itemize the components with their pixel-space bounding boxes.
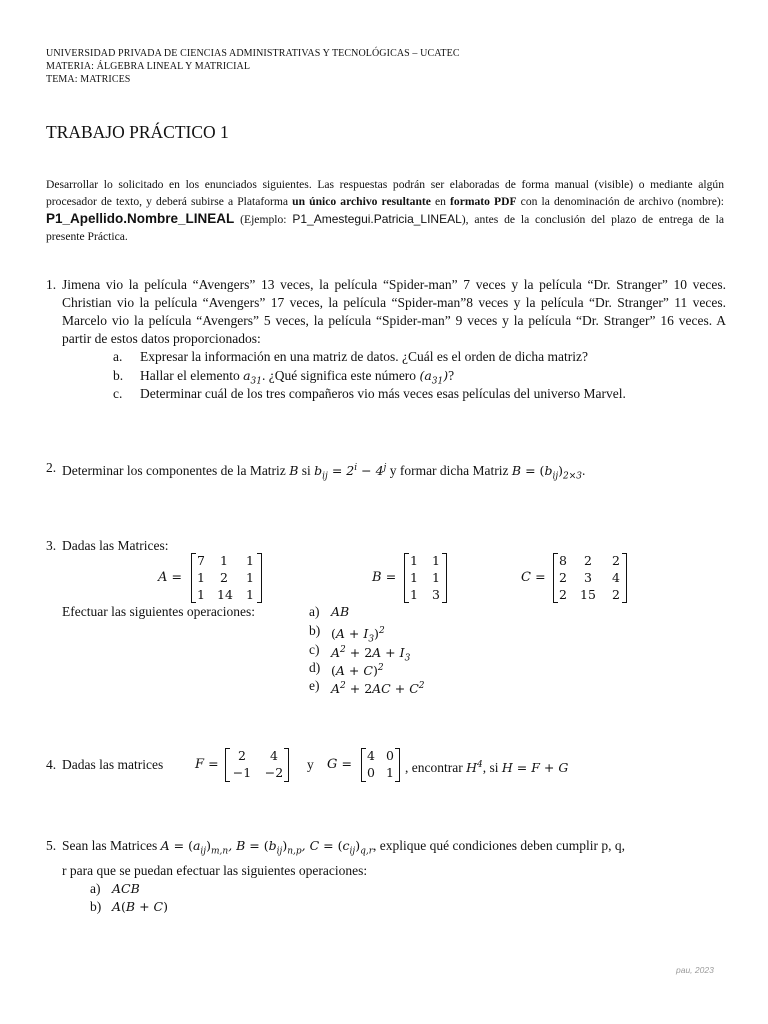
question-2-text: Determinar los componentes de la Matriz B si $b_{ij} = 2^i - 4^j$ y formar dicha Matriz $B = (b_{ij})_{2\times 3}$. (62, 463, 586, 482)
matrix-cell: 8 (559, 553, 567, 568)
matrix-cell: 2 (559, 570, 567, 585)
item-letter: a) (90, 881, 101, 896)
text: , explique qué condiciones deben cumplir p, q, (373, 838, 625, 853)
math-op: ACB (112, 881, 140, 896)
text: si (298, 463, 315, 479)
matrix-cell: 1 (432, 570, 440, 585)
item-letter: c) (309, 642, 320, 657)
matrix-cell: 3 (432, 587, 440, 602)
matrix-A-label: A = (158, 569, 183, 585)
question-5-text (62, 837, 625, 861)
matrix-cell: 0 (367, 765, 375, 780)
filename-example: P1_Amestegui.Patricia_LINEAL (292, 212, 462, 226)
matrix-B-label: B = (372, 569, 397, 585)
matrix-cell: 1 (220, 553, 228, 568)
text: , encontrar (405, 760, 467, 776)
question-number: 4. (46, 757, 57, 772)
matrix-cell: 14 (217, 587, 233, 602)
question-number: 1. (46, 277, 57, 292)
math-op: A(B + C) (112, 899, 169, 914)
matrix-cell: 2 (612, 553, 620, 568)
math-op: $(A + C)^2$ (331, 663, 384, 679)
text: ? (448, 368, 455, 383)
matrix-cell: 1 (432, 553, 440, 568)
math-op: $A^2 + 2A + I_3$ (331, 645, 411, 664)
topic-line: TEMA: MATRICES (46, 74, 131, 85)
math-op: AB (331, 604, 350, 619)
math-matrices: $A = (a_{ij})_{m,n}$, $B = (b_{ij})_{n,p}$, $C = (c_{ij})_{q,r}$ (160, 838, 374, 857)
matrix-cell: 1 (246, 553, 254, 568)
matrix-cell: 1 (410, 587, 418, 602)
question-number: 2. (46, 460, 57, 475)
text: Sean las Matrices (62, 838, 161, 853)
item-letter: b) (90, 899, 102, 914)
matrix-cell: 7 (197, 553, 205, 568)
operations-label: Efectuar las siguientes operaciones: (62, 604, 256, 619)
matrix-B (404, 553, 447, 603)
matrix-cell: 2 (220, 570, 228, 585)
question-number: 5. (46, 838, 57, 853)
math-op: $A^2 + 2AC + C^2$ (331, 681, 425, 697)
math-B: B (289, 463, 299, 479)
matrix-G (361, 748, 400, 782)
intro-text: Desarrollar lo solicitado en los enunciados siguientes. Las respuestas podrán ser elaboradas de forma manual (visible) o mediante algún procesador de texto, y deberá subirse a Plataforma (46, 178, 724, 208)
question-1-text: Jimena vio la película “Avengers” 13 veces, la película “Spider-man” 7 veces y la película “Dr. Stranger” 10 veces. Christian vio la película “Avengers” 17 veces, la película “Spider-man”8 veces y la película “Dr. Stranger” 11 veces. Marcelo vio la película “Avengers” 5 veces, la película “Spider-man” 9 veces y la película “Dr. Stranger” 16 veces. A partir de estos datos proporcionados: (62, 277, 726, 346)
text: , si (482, 760, 502, 776)
item-letter: b. (113, 368, 124, 383)
matrix-cell: 4 (367, 748, 375, 763)
matrix-C-label: C = (521, 569, 546, 585)
matrix-cell: 2 (612, 587, 620, 602)
intro-text: en (430, 195, 451, 208)
item-letter: d) (309, 660, 321, 675)
item-text: Expresar la información en una matriz de datos. ¿Cuál es el orden de dicha matriz? (140, 349, 588, 364)
bracket-right (257, 553, 262, 603)
matrix-G-label: G = (327, 756, 353, 772)
matrix-cell: 2 (584, 553, 592, 568)
text: y formar dicha Matriz (386, 463, 512, 479)
math-a31-paren: $(a_{31})$ (419, 368, 449, 387)
matrix-cell: 1 (410, 553, 418, 568)
math-formula: $b_{ij} = 2^i - 4^j$ (314, 463, 387, 482)
math-H-def: H = F + G (501, 760, 569, 776)
matrix-cell: 2 (559, 587, 567, 602)
matrix-cell: 1 (246, 570, 254, 585)
intro-text: ), antes de la conclusión del plazo de entrega de la presente Práctica. (46, 213, 724, 243)
text: Determinar los componentes de la Matriz (62, 463, 290, 479)
question-5-text-line2: r para que se puedan efectuar las siguientes operaciones: (62, 863, 368, 878)
question-3-text: Dadas las Matrices: (62, 538, 169, 553)
matrix-F (225, 748, 289, 782)
item-letter: b) (309, 623, 321, 638)
matrix-A (191, 553, 262, 603)
matrix-cell: −1 (232, 765, 252, 780)
matrix-cell: 3 (584, 570, 592, 585)
question-4-tail (405, 756, 568, 777)
math-op: $(A + I_3)^2$ (331, 626, 385, 645)
intro-text: (Ejemplo: (234, 213, 293, 226)
item-letter: a) (309, 604, 320, 619)
matrix-cell: −2 (264, 765, 284, 780)
item-letter: c. (113, 386, 123, 401)
footer-signature: pau, 2023 (676, 965, 714, 975)
university-name: UNIVERSIDAD PRIVADA DE CIENCIAS ADMINISTRATIVAS Y TECNOLÓGICAS – UCATEC (46, 48, 460, 59)
matrix-cell: 0 (386, 748, 394, 763)
text: Hallar el elemento (140, 368, 244, 383)
matrix-cell: 1 (410, 570, 418, 585)
matrix-cell: 15 (580, 587, 596, 602)
question-4-text: Dadas las matrices (62, 757, 164, 772)
intro-bold-single-file: un único archivo resultante (292, 195, 431, 208)
subject-line: MATERIA: ÁLGEBRA LINEAL Y MATRICIAL (46, 61, 251, 72)
bracket-left (225, 748, 230, 782)
filename-pattern: P1_Apellido.Nombre_LINEAL (46, 211, 235, 226)
item-letter: a. (113, 349, 123, 364)
document-header (46, 47, 460, 86)
intro-bold-format: formato PDF (450, 195, 517, 208)
matrix-cell: 4 (612, 570, 620, 585)
intro-text: con la denominación de archivo (nombre): (516, 195, 724, 208)
document-title: TRABAJO PRÁCTICO 1 (46, 122, 229, 142)
math-a31: $a_{31}$ (243, 368, 262, 387)
and-word: y (307, 757, 314, 772)
matrix-cell: 1 (197, 587, 205, 602)
math-H4: $H^4$ (466, 760, 483, 776)
matrix-C (553, 553, 627, 603)
text: . ¿Qué significa este número (261, 368, 420, 383)
item-text: Determinar cuál de los tres compañeros vio más veces esas películas del universo Marvel. (140, 386, 626, 401)
matrix-cell: 1 (386, 765, 394, 780)
matrix-F-label: F = (195, 756, 219, 772)
item-letter: e) (309, 678, 320, 693)
instructions-paragraph (46, 176, 724, 245)
question-number: 3. (46, 538, 57, 553)
matrix-cell: 1 (197, 570, 205, 585)
matrix-cell: 2 (238, 748, 246, 763)
math-matrix-def: $B = (b_{ij})_{2\times 3}$ (511, 463, 583, 482)
matrix-cell: 4 (270, 748, 278, 763)
matrix-cell: 1 (246, 587, 254, 602)
